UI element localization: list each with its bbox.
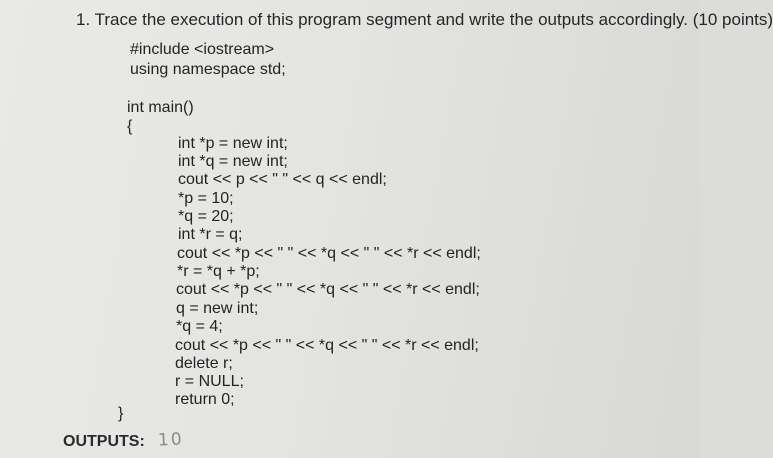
code-line: int *r = q; [178, 226, 243, 243]
code-line: *r = *q + *p; [177, 263, 260, 280]
code-line: *p = 10; [178, 190, 234, 207]
code-line: int *q = new int; [178, 153, 288, 170]
code-line: #include <iostream> [130, 41, 275, 58]
code-line: } [118, 405, 124, 422]
code-line: return 0; [175, 391, 235, 408]
code-line: cout << p << " " << q << endl; [178, 171, 387, 188]
code-line: { [127, 118, 133, 135]
code-line: delete r; [175, 355, 233, 372]
outputs-label: OUTPUTS: [63, 433, 145, 450]
code-line: *q = 20; [178, 208, 234, 225]
code-line: using namespace std; [130, 61, 286, 78]
code-line: cout << *p << " " << *q << " " << *r << endl; [177, 245, 481, 262]
code-line: q = new int; [176, 300, 259, 317]
code-line: cout << *p << " " << *q << " " << *r << endl; [175, 337, 479, 354]
code-line: cout << *p << " " << *q << " " << *r << endl; [176, 281, 480, 298]
handwritten-answer: 10 [157, 429, 185, 451]
code-line: int *p = new int; [178, 135, 288, 152]
code-line: *q = 4; [176, 318, 223, 335]
code-line: int main() [127, 99, 194, 116]
question-text: 1. Trace the execution of this program segment and write the outputs accordingly. (10 points) [76, 10, 773, 29]
code-line: r = NULL; [175, 373, 244, 390]
